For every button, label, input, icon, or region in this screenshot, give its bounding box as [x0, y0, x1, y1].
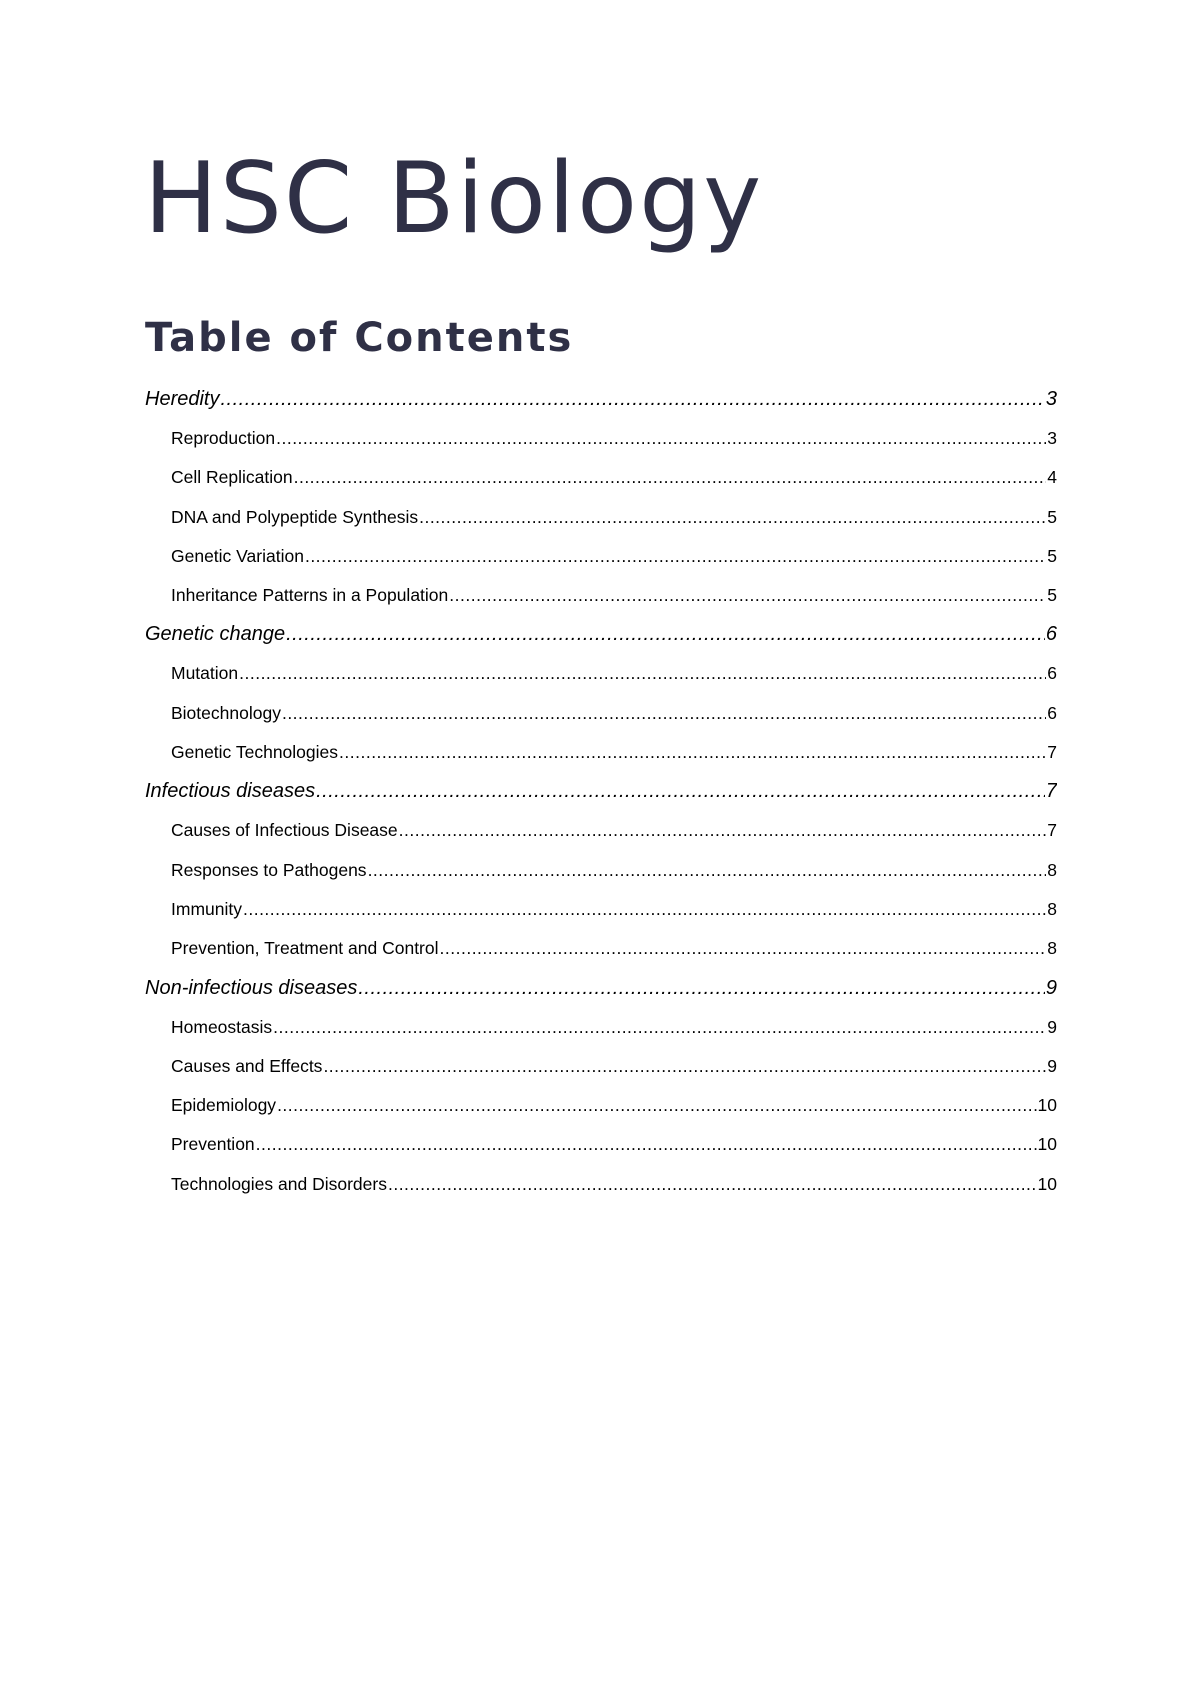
toc-entry-inheritance-patterns[interactable] [145, 576, 1057, 615]
dot-leader [305, 537, 1046, 576]
toc-entry-label: Reproduction [171, 428, 276, 448]
dot-leader [256, 1125, 1037, 1164]
toc-entry-prevention[interactable] [145, 1125, 1057, 1164]
toc-entry-label: Causes of Infectious Disease [171, 820, 398, 841]
toc-entry-label: Genetic change [145, 623, 286, 646]
toc-page-number: 7 [1047, 742, 1057, 763]
toc-page-number: 9 [1047, 1055, 1057, 1076]
toc-page-number: 3 [1047, 428, 1057, 448]
toc-entry-label: Genetic Variation [171, 545, 304, 566]
toc-page-number: 3 [1045, 388, 1057, 410]
toc-entry-label: Infectious diseases [145, 780, 316, 803]
table-of-contents [145, 380, 1057, 1204]
dot-leader [358, 969, 1045, 1008]
toc-entry-mutation[interactable] [145, 654, 1057, 693]
toc-entry-non-infectious-diseases[interactable] [145, 969, 1057, 1008]
dot-leader [276, 419, 1046, 458]
toc-entry-label: DNA and Polypeptide Synthesis [171, 506, 419, 527]
toc-heading: Table of Contents [145, 315, 574, 361]
toc-entry-label: Responses to Pathogens [171, 859, 367, 880]
dot-leader [273, 1008, 1046, 1047]
toc-entry-cell-replication[interactable] [145, 458, 1057, 497]
toc-entry-dna-polypeptide-synthesis[interactable] [145, 498, 1057, 537]
toc-entry-label: Genetic Technologies [171, 742, 339, 763]
dot-leader [388, 1165, 1037, 1204]
toc-page-number: 7 [1047, 820, 1057, 841]
toc-entry-causes-and-effects[interactable] [145, 1047, 1057, 1086]
toc-entry-label: Epidemiology [171, 1095, 277, 1116]
toc-page-number: 6 [1045, 623, 1057, 646]
toc-entry-heredity[interactable] [145, 380, 1057, 419]
toc-entry-label: Homeostasis [171, 1016, 273, 1037]
toc-entry-label: Technologies and Disorders [171, 1173, 387, 1194]
toc-entry-causes-of-infectious-disease[interactable] [145, 811, 1057, 850]
dot-leader [286, 615, 1045, 654]
toc-page-number: 9 [1047, 1016, 1057, 1037]
dot-leader [449, 576, 1046, 615]
toc-entry-label: Immunity [171, 898, 242, 919]
dot-leader [419, 498, 1046, 537]
toc-entry-label: Non-infectious diseases [145, 976, 358, 999]
dot-leader [339, 733, 1046, 772]
toc-page-number: 10 [1037, 1134, 1057, 1155]
dot-leader [316, 772, 1045, 811]
dot-leader [323, 1047, 1046, 1086]
toc-page-number: 4 [1047, 467, 1057, 488]
toc-entry-label: Inheritance Patterns in a Population [171, 585, 449, 606]
toc-page-number: 5 [1047, 506, 1057, 527]
toc-entry-label: Prevention, Treatment and Control [171, 938, 439, 959]
toc-entry-infectious-diseases[interactable] [145, 772, 1057, 811]
toc-entry-label: Heredity [145, 388, 220, 410]
toc-page-number: 8 [1047, 859, 1057, 880]
dot-leader [294, 458, 1047, 497]
dot-leader [220, 380, 1044, 419]
toc-page-number: 7 [1045, 780, 1057, 803]
toc-page-number: 10 [1037, 1173, 1057, 1194]
toc-page-number: 9 [1045, 976, 1057, 999]
toc-entry-label: Causes and Effects [171, 1055, 323, 1076]
toc-page-number: 10 [1037, 1095, 1057, 1116]
toc-page-number: 5 [1047, 585, 1057, 606]
toc-entry-immunity[interactable] [145, 890, 1057, 929]
toc-entry-label: Mutation [171, 663, 239, 684]
toc-entry-homeostasis[interactable] [145, 1008, 1057, 1047]
toc-entry-genetic-technologies[interactable] [145, 733, 1057, 772]
toc-page-number: 6 [1047, 702, 1057, 723]
toc-entry-reproduction[interactable] [145, 419, 1057, 458]
toc-page-number: 8 [1047, 938, 1057, 959]
toc-page-number: 5 [1047, 545, 1057, 566]
toc-entry-genetic-variation[interactable] [145, 537, 1057, 576]
dot-leader [243, 890, 1046, 929]
toc-entry-epidemiology[interactable] [145, 1086, 1057, 1125]
toc-entry-label: Cell Replication [171, 467, 293, 488]
toc-page-number: 6 [1047, 663, 1057, 684]
toc-entry-label: Biotechnology [171, 702, 281, 723]
toc-entry-label: Prevention [171, 1134, 255, 1155]
dot-leader [368, 851, 1047, 890]
toc-entry-biotechnology[interactable] [145, 694, 1057, 733]
toc-entry-technologies-and-disorders[interactable] [145, 1165, 1057, 1204]
dot-leader [399, 811, 1047, 850]
toc-entry-genetic-change[interactable] [145, 615, 1057, 654]
toc-entry-responses-to-pathogens[interactable] [145, 851, 1057, 890]
dot-leader [282, 694, 1046, 733]
toc-entry-prevention-treatment-control[interactable] [145, 929, 1057, 968]
dot-leader [440, 929, 1047, 968]
dot-leader [239, 654, 1046, 693]
toc-page-number: 8 [1047, 898, 1057, 919]
document-title: HSC Biology [144, 142, 764, 256]
dot-leader [277, 1086, 1036, 1125]
